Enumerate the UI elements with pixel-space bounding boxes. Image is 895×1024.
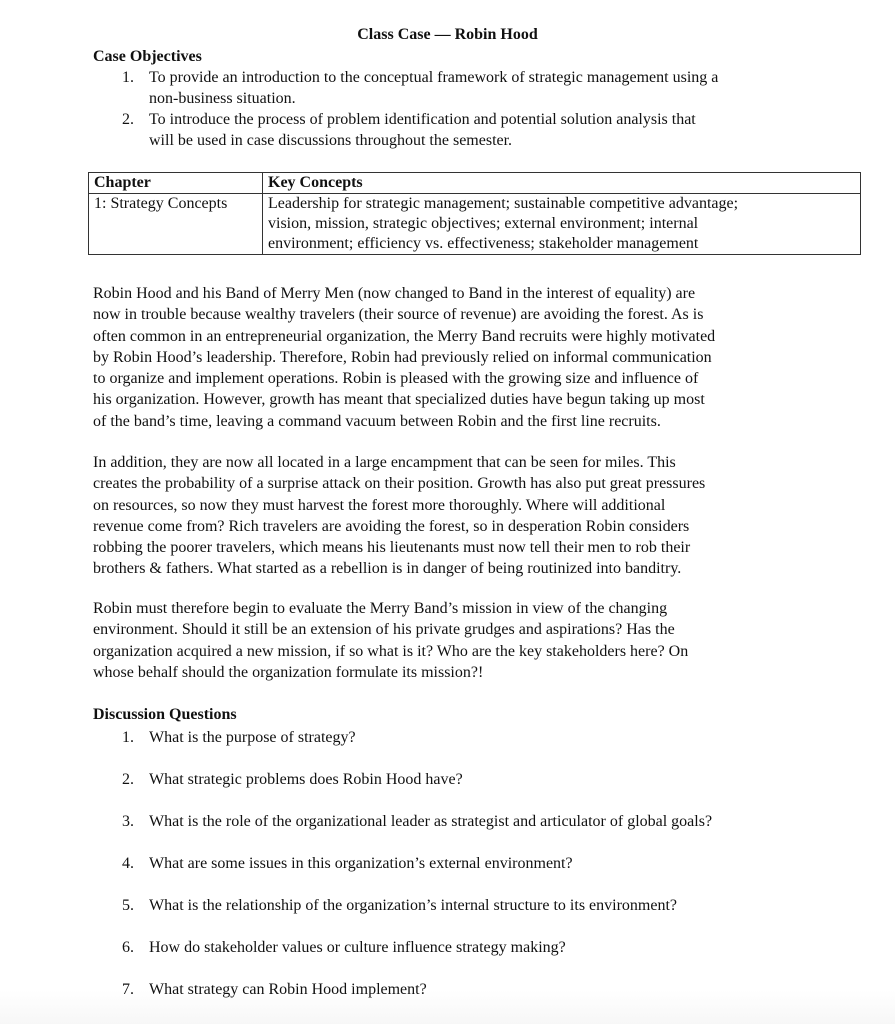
concepts-line: Leadership for strategic management; sustainable competitive advantage; xyxy=(268,195,739,212)
discussion-question xyxy=(122,727,356,748)
objective-item xyxy=(122,67,718,109)
paragraph-line: creates the probability of a surprise attack on their position. Growth has also put great pressures xyxy=(93,475,706,493)
paragraph-line: Robin Hood and his Band of Merry Men (now changed to Band in the interest of equality) are xyxy=(93,285,696,302)
concepts-table xyxy=(88,172,861,255)
table-row xyxy=(89,194,861,255)
concepts-line: vision, mission, strategic objectives; external environment; internal xyxy=(268,215,699,232)
paragraph-line: of the band’s time, leaving a command vacuum between Robin and the first line recruits. xyxy=(93,412,661,430)
paragraph-line: by Robin Hood’s leadership. Therefore, Robin had previously relied on informal communication xyxy=(93,348,712,366)
table-header-row xyxy=(89,173,861,194)
discussion-heading: Discussion Questions xyxy=(93,706,237,723)
paragraph-line: In addition, they are now all located in a large encampment that can be seen for miles. This xyxy=(93,454,676,471)
question-number: 6. xyxy=(122,939,134,956)
question-text: What are some issues in this organization’s external environment? xyxy=(149,855,573,872)
objective-number: 2. xyxy=(122,111,134,128)
paragraph-line: on resources, so now they must harvest the forest more thoroughly. Where will additional xyxy=(93,496,666,514)
objective-line: To introduce the process of problem identification and potential solution analysis that xyxy=(149,111,696,128)
question-number: 3. xyxy=(122,813,134,830)
question-number: 2. xyxy=(122,771,134,788)
body-paragraph-3 xyxy=(93,598,688,683)
discussion-question xyxy=(122,937,566,958)
objectives-heading: Case Objectives xyxy=(93,48,202,65)
question-number: 7. xyxy=(122,981,134,998)
cell-chapter: 1: Strategy Concepts xyxy=(89,194,263,255)
question-number: 4. xyxy=(122,855,134,872)
question-text: What is the relationship of the organization’s internal structure to its environment? xyxy=(149,897,678,914)
discussion-question xyxy=(122,811,712,832)
paragraph-line: whose behalf should the organization formulate its mission?! xyxy=(93,663,484,681)
paragraph-line: robbing the poorer travelers, which means his lieutenants must now tell their men to rob their xyxy=(93,539,691,557)
question-text: What strategic problems does Robin Hood have? xyxy=(149,771,463,788)
question-number: 1. xyxy=(122,729,134,746)
page-title: Class Case — Robin Hood xyxy=(357,26,538,43)
question-text: What strategy can Robin Hood implement? xyxy=(149,981,427,998)
paragraph-line: now in trouble because wealthy travelers (their source of revenue) are avoiding the forest. As is xyxy=(93,306,704,324)
discussion-question xyxy=(122,769,463,790)
paragraph-line: to organize and implement operations. Robin is pleased with the growing size and influence of xyxy=(93,370,699,388)
discussion-question xyxy=(122,895,677,916)
objective-line: To provide an introduction to the conceptual framework of strategic management using a xyxy=(149,69,719,86)
paragraph-line: brothers & fathers. What started as a rebellion is in danger of being routinized into banditry. xyxy=(93,560,682,578)
question-text: How do stakeholder values or culture influence strategy making? xyxy=(149,939,566,956)
concepts-line: environment; efficiency vs. effectiveness; stakeholder management xyxy=(268,235,699,252)
question-number: 5. xyxy=(122,897,134,914)
objective-line: will be used in case discussions throughout the semester. xyxy=(149,132,513,149)
paragraph-line: organization acquired a new mission, if so what is it? Who are the key stakeholders here? On xyxy=(93,642,689,660)
paragraph-line: his organization. However, growth has meant that specialized duties have begun taking up most xyxy=(93,391,705,409)
paragraph-line: often common in an entrepreneurial organization, the Merry Band recruits were highly motivated xyxy=(93,327,716,345)
objective-line: non-business situation. xyxy=(149,90,296,107)
body-paragraph-1 xyxy=(93,283,715,432)
discussion-question xyxy=(122,979,427,1000)
question-text: What is the purpose of strategy? xyxy=(149,729,356,746)
objective-number: 1. xyxy=(122,69,134,86)
paragraph-line: revenue come from? Rich travelers are avoiding the forest, so in desperation Robin considers xyxy=(93,517,690,535)
discussion-question xyxy=(122,853,573,874)
cell-key-concepts xyxy=(263,194,861,255)
header-chapter: Chapter xyxy=(89,173,263,194)
header-key-concepts: Key Concepts xyxy=(263,173,861,194)
question-text: What is the role of the organizational leader as strategist and articulator of global goals? xyxy=(149,813,713,830)
paragraph-line: environment. Should it still be an extension of his private grudges and aspirations? Has the xyxy=(93,621,675,639)
paragraph-line: Robin must therefore begin to evaluate the Merry Band’s mission in view of the changing xyxy=(93,600,668,617)
body-paragraph-2 xyxy=(93,452,705,580)
objective-item xyxy=(122,109,696,151)
